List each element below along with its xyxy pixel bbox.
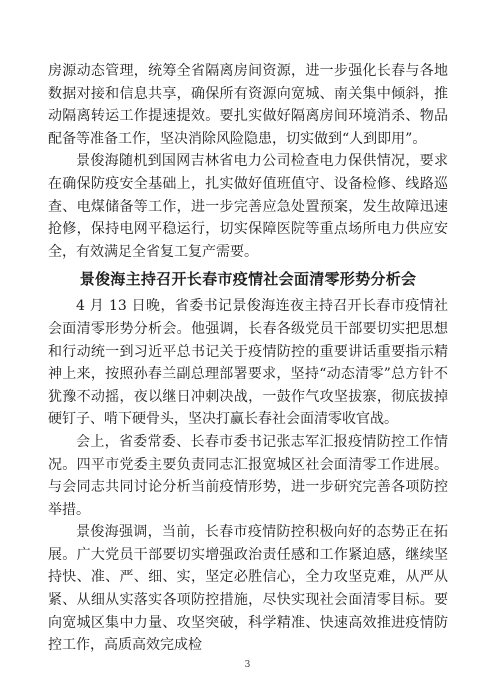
paragraph-emphasis: 景俊海强调，当前，长春市疫情防控积极向好的态势正在拓展。广大党员干部要切实增强政治责任感和工作紧迫感，继续坚持快、准、严、细、实，坚定必胜信心，全力攻坚克难，从严从紧、从细从实落实各项防控措施，尽快实现社会面清零目标。要向宽城区集中力量、攻坚突破，科学精准、快速高效推进疫情防控工作，高质高效完成检 xyxy=(48,524,448,654)
page-number: 3 xyxy=(244,660,251,670)
paragraph-meeting-intro: 4 月 13 日晚，省委书记景俊海连夜主持召开长春市疫情社会面清零形势分析会。他强调，长春各级党员干部要切实把思想和行动统一到习近平总书记关于疫情防控的重要讲话重要指示精神上来，按照孙春兰副总理部署要求，坚持“动态清零”总方针不犹豫不动摇，夜以继日冲刺决战，一鼓作气攻坚拔寨，彻底拔掉硬钉子、啃下硬骨头，坚决打赢长春社会面清零收官战。 xyxy=(48,298,448,428)
paragraph-quarantine-housing: 房源动态管理，统筹全省隔离房间资源，进一步强化长春与各地数据对接和信息共享，确保所有资源向宽城、南关集中倾斜，推动隔离转运工作提速提效。要扎实做好隔离房间环境消杀、物品配备等准备工作，坚决消除风险隐患，切实做到“人到即用”。 xyxy=(48,63,448,147)
section-heading: 景俊海主持召开长春市疫情社会面清零形势分析会 xyxy=(79,270,417,289)
document-body xyxy=(48,60,448,657)
paragraph-power-supply: 景俊海随机到国网吉林省电力公司检查电力保供情况，要求在确保防疫安全基础上，扎实做好值班值守、设备检修、线路巡查、电煤储备等工作，进一步完善应急处置预案，发生故障迅速抢修，保持电网平稳运行，切实保障医院等重点场所电力供应安全，有效满足全省复工复产需要。 xyxy=(48,153,448,260)
paragraph-meeting-reports: 会上，省委常委、长春市委书记张志军汇报疫情防控工作情况。四平市党委主要负责同志汇报宽城区社会面清零工作进展。与会同志共同讨论分析当前疫情形势，进一步研究完善各项防控举措。 xyxy=(48,433,448,518)
